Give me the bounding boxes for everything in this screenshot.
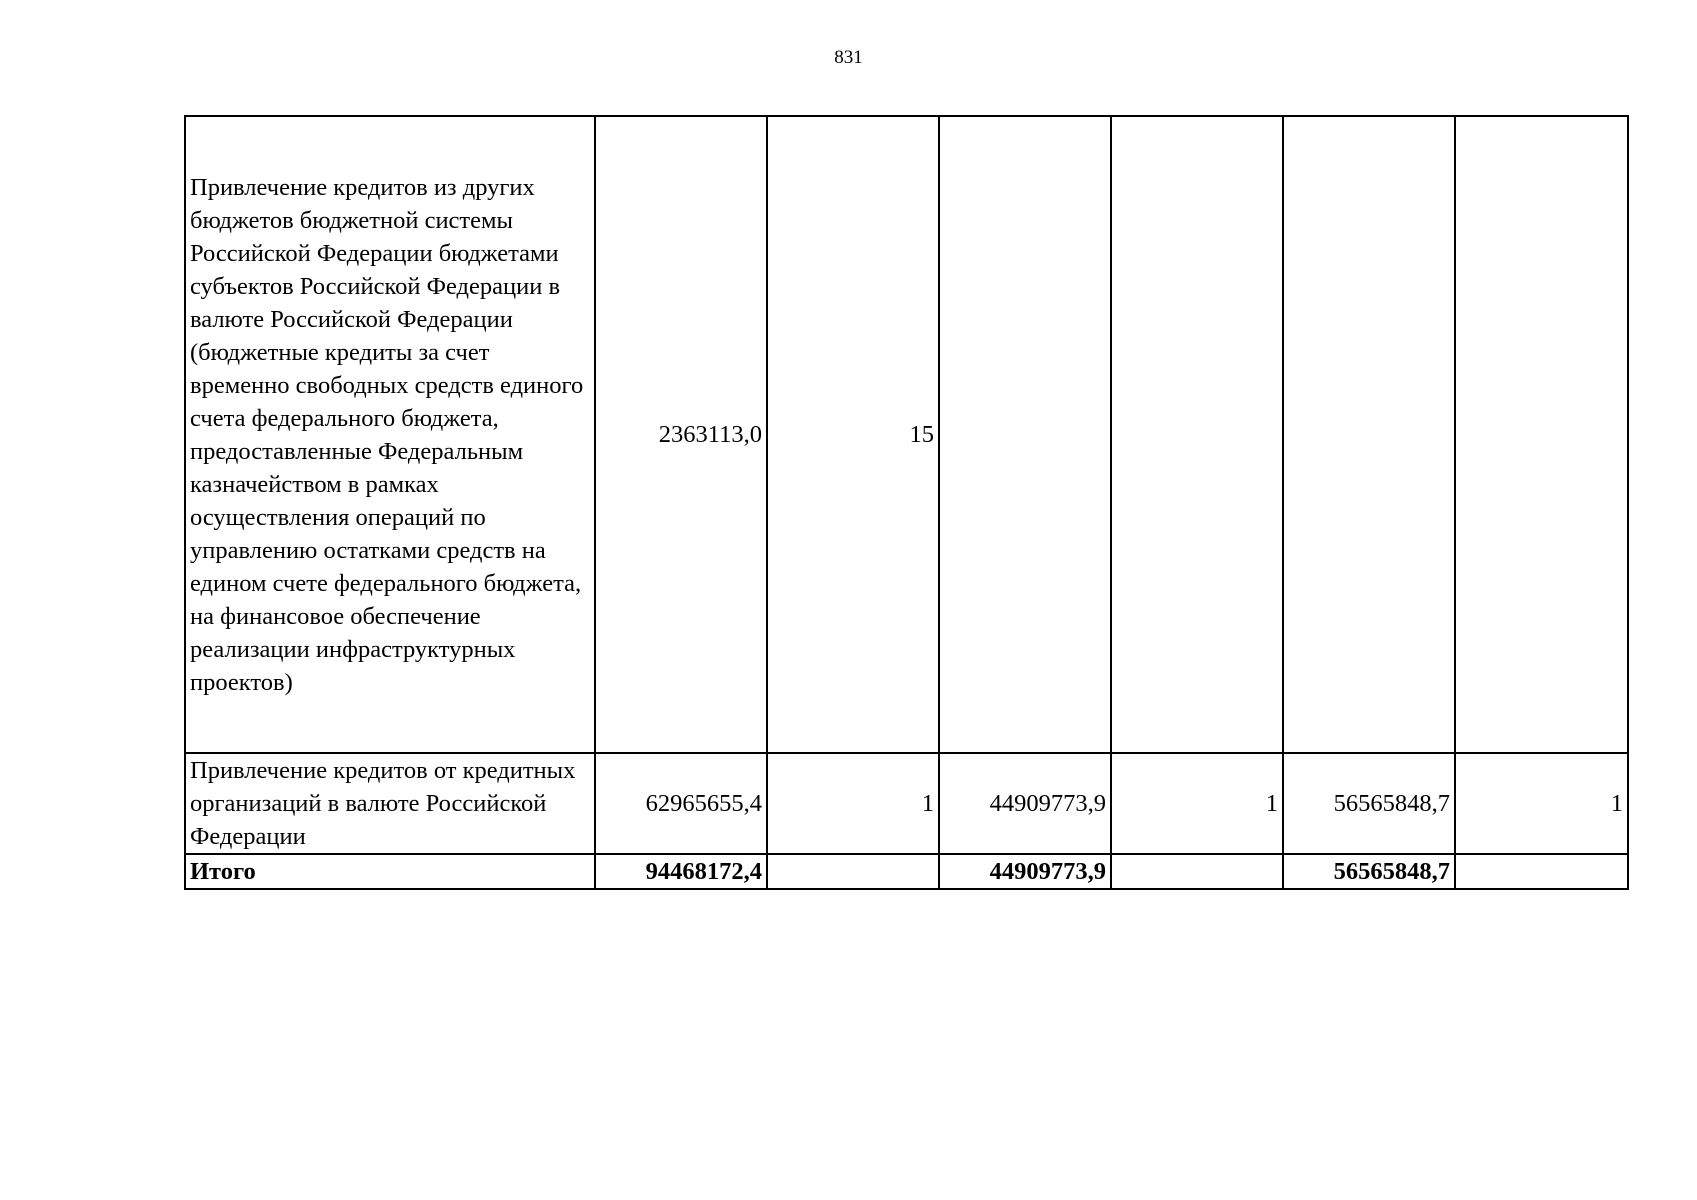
table-cell: 15 <box>767 116 939 753</box>
borrowing-table <box>184 115 1629 890</box>
table-row <box>185 753 1628 854</box>
table-cell <box>1283 116 1455 753</box>
table-cell: 1 <box>1111 753 1283 854</box>
total-cell <box>767 854 939 889</box>
total-cell: 94468172,4 <box>595 854 767 889</box>
table-cell: 1 <box>767 753 939 854</box>
total-cell: 56565848,7 <box>1283 854 1455 889</box>
table-cell: 2363113,0 <box>595 116 767 753</box>
page-number: 831 <box>834 47 863 68</box>
total-cell: 44909773,9 <box>939 854 1111 889</box>
total-cell <box>1455 854 1628 889</box>
table-cell <box>939 116 1111 753</box>
row-label: Привлечение кредитов от кредитных организаций в валюте Российской Федерации <box>185 753 595 854</box>
table-cell <box>1455 116 1628 753</box>
table-row <box>185 116 1628 753</box>
row-label: Привлечение кредитов из других бюджетов бюджетной системы Российской Федерации бюджетами субъектов Российской Федерации в валюте Российской Федерации (бюджетные кредиты за счет временно свободных средств единого счета федерального бюджета, предоставленные Федеральным казначейством в рамках осуществления операций по управлению остатками средств на едином счете федерального бюджета, на финансовое обеспечение реализации инфраструктурных проектов) <box>185 116 595 753</box>
table-cell <box>1111 116 1283 753</box>
table-cell: 1 <box>1455 753 1628 854</box>
table-cell: 44909773,9 <box>939 753 1111 854</box>
table-cell: 56565848,7 <box>1283 753 1455 854</box>
total-row <box>185 854 1628 889</box>
total-cell <box>1111 854 1283 889</box>
total-label: Итого <box>185 854 595 889</box>
table-cell: 62965655,4 <box>595 753 767 854</box>
